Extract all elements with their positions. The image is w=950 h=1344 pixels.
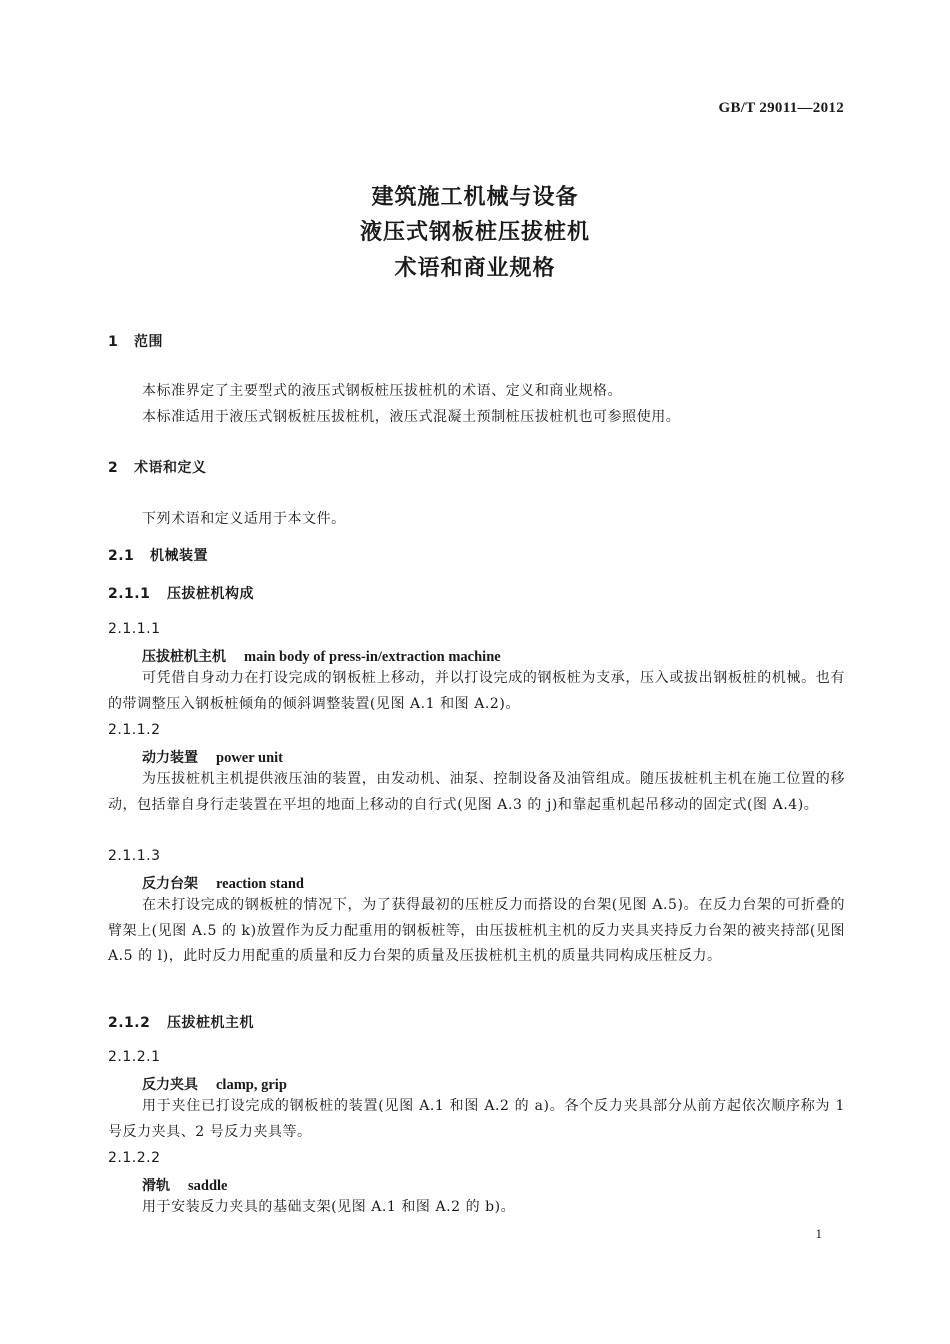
section-2-1-1-heading (108, 583, 254, 603)
scope-paragraph-2: 本标准适用于液压式钢板桩压拔桩机，液压式混凝土预制桩压拔桩机也可参照使用。 (142, 409, 681, 425)
section-title: 范围 (134, 334, 163, 350)
section-number: 1 (108, 334, 119, 350)
term-en: power unit (216, 750, 284, 766)
section-2-1-heading (108, 545, 208, 565)
term-zh: 反力台架 (142, 876, 198, 892)
section-title: 压拔桩机构成 (167, 586, 254, 602)
title-line-1: 建筑施工机械与设备 (371, 185, 579, 210)
definition-2-1-1-3: 在未打设完成的钢板桩的情况下，为了获得最初的压桩反力而搭设的台架(见图 A.5)。在反力台架的可折叠的臂架上(见图 A.5 的 k)放置作为反力配重用的钢板桩等，由压拔桩机主机的反力夹具夹持反力台架的被夹持部(见图 A.5 的 l)，此时反力用配重的质量和反力台架的质量及压拔桩机主机的质量共同构成压桩反力。 (108, 897, 845, 964)
term-number-2-1-2-1: 2.1.2.1 (108, 1049, 161, 1065)
term-number-2-1-1-2: 2.1.1.2 (108, 722, 161, 738)
term-en: saddle (188, 1178, 228, 1194)
section-number: 2.1.2 (108, 1015, 151, 1031)
section-number: 2.1 (108, 548, 135, 564)
term-2-1-1-2 (142, 747, 283, 767)
term-zh: 滑轨 (142, 1178, 170, 1194)
section-title: 机械装置 (150, 548, 208, 564)
section-2-1-2-heading (108, 1012, 254, 1032)
term-number-2-1-1-3: 2.1.1.3 (108, 848, 161, 864)
section-number: 2.1.1 (108, 586, 151, 602)
term-zh: 压拔桩机主机 (142, 649, 226, 665)
term-2-1-1-3 (142, 873, 304, 893)
term-number-2-1-1-1: 2.1.1.1 (108, 621, 161, 637)
term-en: clamp, grip (216, 1077, 287, 1093)
terms-intro: 下列术语和定义适用于本文件。 (142, 511, 346, 527)
definition-2-1-1-1: 可凭借自身动力在打设完成的钢板桩上移动，并以打设完成的钢板桩为支承，压入或拔出钢板桩的机械。也有的带调整压入钢板桩倾角的倾斜调整装置(见图 A.1 和图 A.2)。 (108, 670, 845, 712)
definition-2-1-1-2: 为压拔桩机主机提供液压油的装置，由发动机、油泵、控制设备及油管组成。随压拔桩机主机在施工位置的移动，包括靠自身行走装置在平坦的地面上移动的自行式(见图 A.3 的 j)和靠起重机起吊移动的固定式(图 A.4)。 (108, 771, 845, 813)
term-en: reaction stand (216, 876, 304, 892)
term-en: main body of press-in/extraction machine (244, 649, 501, 665)
page-number: 1 (815, 1226, 822, 1241)
term-2-1-2-1 (142, 1074, 287, 1094)
definition-2-1-2-2: 用于安装反力夹具的基础支架(见图 A.1 和图 A.2 的 b)。 (142, 1199, 516, 1215)
section-2-heading (108, 457, 207, 477)
definition-2-1-2-1: 用于夹住已打设完成的钢板桩的装置(见图 A.1 和图 A.2 的 a)。各个反力夹具部分从前方起依次顺序称为 1 号反力夹具、2 号反力夹具等。 (108, 1098, 845, 1140)
term-zh: 反力夹具 (142, 1077, 198, 1093)
section-1-heading (108, 331, 163, 351)
section-title: 术语和定义 (134, 460, 207, 476)
title-line-2: 液压式钢板桩压拔桩机 (359, 220, 590, 245)
title-line-3: 术语和商业规格 (394, 256, 556, 281)
scope-paragraph-1: 本标准界定了主要型式的液压式钢板桩压拔桩机的术语、定义和商业规格。 (142, 383, 623, 399)
term-number-2-1-2-2: 2.1.2.2 (108, 1150, 161, 1166)
section-number: 2 (108, 460, 119, 476)
term-zh: 动力装置 (142, 750, 198, 766)
standard-code: GB/T 29011—2012 (718, 100, 844, 116)
term-2-1-1-1 (142, 646, 501, 666)
term-2-1-2-2 (142, 1175, 228, 1195)
section-title: 压拔桩机主机 (167, 1015, 254, 1031)
